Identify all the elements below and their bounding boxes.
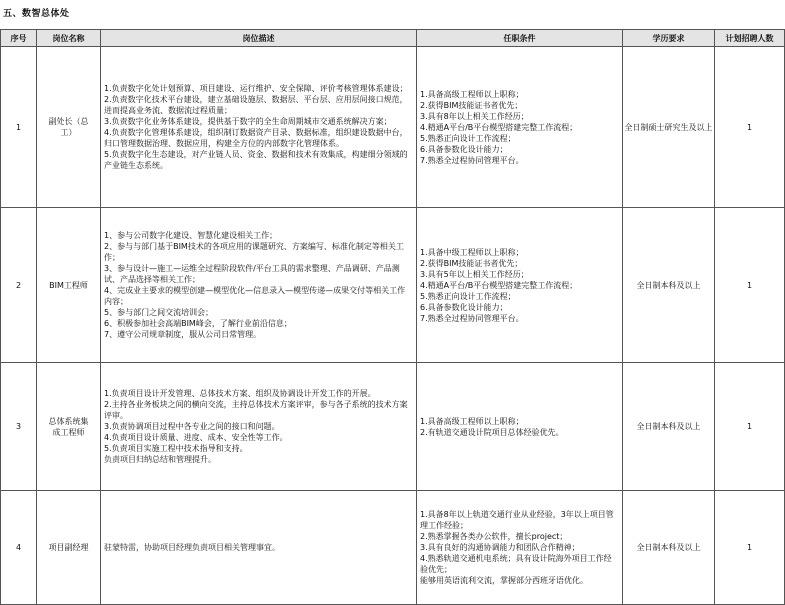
description-line: 4.负责项目设计质量、进度、成本、安全性等工作。 [104, 433, 288, 442]
cell-description [101, 491, 417, 605]
cell-requirements [417, 491, 623, 605]
requirement-line: 2.获得BIM技能证书者优先； [420, 258, 523, 268]
description-line: 2.主持各业务板块之间的横向交流，主持总体技术方案评审，参与各子系统的技术方案评审。 [104, 400, 408, 420]
cell-description [101, 208, 417, 363]
cell-no: 1 [1, 47, 37, 208]
position-name: 副处长（总工） [48, 117, 89, 137]
description-line: 1.负责数字化处计划预算、项目建设、运行维护、安全保障、评价考核管理体系建设； [104, 84, 408, 93]
description-line: 4、完成业主要求的模型创建—模型优化—信息录入—模型传递—成果交付等相关工作内容； [104, 286, 406, 306]
description-line: 驻蒙特雷，协助项目经理负责项目相关管理事宜。 [104, 543, 280, 552]
description-line: 1.负责项目设计开发管理、总体技术方案、组织及协调设计开发工作的开展。 [104, 389, 376, 398]
cell-education: 全日制硕士研究生及以上 [623, 47, 715, 208]
cell-education: 全日制本科及以上 [623, 363, 715, 491]
requirement-line: 4.熟悉轨道交通机电系统；具有设计院海外项目工作经验优先； [420, 554, 612, 574]
table-row [1, 491, 785, 605]
positions-table [0, 29, 785, 605]
header-position: 岗位名称 [37, 30, 101, 47]
requirement-line: 5.熟悉正向设计工作流程； [420, 133, 516, 143]
description-line: 3.负责数字化业务体系建设，提供基于数字的全生命周期城市交通系统解决方案； [104, 117, 392, 126]
requirement-line: 6.具备参数化设计能力； [420, 302, 508, 312]
cell-no: 2 [1, 208, 37, 363]
requirement-line: 3.具有8年以上相关工作经历； [420, 111, 529, 121]
table-header-row [1, 30, 785, 47]
requirement-line: 7.熟悉全过程协同管理平台。 [420, 155, 524, 165]
header-requirements: 任职条件 [417, 30, 623, 47]
cell-requirements [417, 208, 623, 363]
cell-description [101, 47, 417, 208]
header-headcount: 计划招聘人数 [715, 30, 785, 47]
requirement-line: 6.具备参数化设计能力； [420, 144, 508, 154]
cell-requirements [417, 363, 623, 491]
description-line: 2、参与与部门基于BIM技术的各项应用的课题研究、方案编写、标准化制定等相关工作； [104, 242, 404, 262]
cell-education: 全日制本科及以上 [623, 208, 715, 363]
description-line: 5.负责数字化生态建设，对产业链人员、资金、数据和技术有效集成，构建细分领域的产业链生态系统。 [104, 150, 408, 170]
table-row [1, 208, 785, 363]
description-line: 6、积极参加社会高端BIM峰会，了解行业前沿信息； [104, 319, 292, 328]
header-education: 学历要求 [623, 30, 715, 47]
header-description: 岗位描述 [101, 30, 417, 47]
position-name: 项目副经理 [48, 543, 89, 552]
requirement-line: 7.熟悉全过程协同管理平台。 [420, 313, 524, 323]
description-line: 2.负责数字化技术平台建设，建立基础设施层、数据层、平台层、应用层间接口规范，进而提高业务流、数据流过程质量； [104, 95, 408, 115]
requirement-line: 1.具备中级工程师以上职称； [420, 247, 524, 257]
header-no: 序号 [1, 30, 37, 47]
requirement-line: 5.熟悉正向设计工作流程； [420, 291, 516, 301]
description-line: 3.负责协调项目过程中各专业之间的接口和问题。 [104, 422, 280, 431]
requirement-line: 1.具备高级工程师以上职称； [420, 416, 524, 426]
position-name: 总体系统集成工程师 [48, 416, 89, 437]
requirement-line: 能够用英语流利交流，掌握部分西班牙语优化。 [420, 576, 588, 585]
description-line: 7、遵守公司规章制度，服从公司日常管理。 [104, 330, 262, 339]
cell-headcount: 1 [715, 47, 785, 208]
requirement-line: 2.熟悉掌握各类办公软件，擅长project； [420, 532, 568, 541]
description-line: 5、参与部门之间交流培训会； [104, 308, 214, 317]
position-name: BIM工程师 [49, 280, 88, 290]
description-line: 4.负责数字化管理体系建设，组织制订数据资产目录、数据标准，组织建设数据中台，归口管理数据治理、数据应用，构建全方位的内部数字化管理体系。 [104, 128, 408, 148]
description-line: 负责项目归纳总结和管理提升。 [104, 455, 216, 464]
cell-no: 4 [1, 491, 37, 605]
table-row [1, 47, 785, 208]
cell-position [37, 491, 101, 605]
requirement-line: 1.具备8年以上轨道交通行业从业经验，3年以上项目管理工作经验； [420, 510, 614, 530]
requirement-line: 1.具备高级工程师以上职称； [420, 89, 524, 99]
requirement-line: 4.精通A平台/B平台模型搭建完整工作流程； [420, 122, 578, 132]
cell-position [37, 208, 101, 363]
cell-description [101, 363, 417, 491]
cell-education: 全日制本科及以上 [623, 491, 715, 605]
requirement-line: 4.精通A平台/B平台模型搭建完整工作流程； [420, 280, 578, 290]
cell-headcount: 1 [715, 491, 785, 605]
cell-no: 3 [1, 363, 37, 491]
cell-headcount: 1 [715, 208, 785, 363]
cell-position [37, 363, 101, 491]
description-line: 5.负责项目实施工程中技术指导和支持。 [104, 444, 248, 453]
description-line: 3、参与设计—施工—运维全过程阶段软件/平台工具的需求整理、产品调研、产品测试、产品选择等相关工作； [104, 264, 400, 284]
section-title: 五、数智总体处 [3, 9, 70, 19]
cell-headcount: 1 [715, 363, 785, 491]
requirement-line: 3.具有良好的沟通协调能力和团队合作精神； [420, 543, 580, 552]
description-line: 1、参与公司数字化建设、智慧化建设相关工作； [104, 231, 278, 240]
table-row [1, 363, 785, 491]
requirement-line: 3.具有5年以上相关工作经历； [420, 269, 529, 279]
cell-position [37, 47, 101, 208]
requirement-line: 2.有轨道交通设计院项目总体经验优先。 [420, 427, 564, 437]
requirement-line: 2.获得BIM技能证书者优先； [420, 100, 523, 110]
cell-requirements [417, 47, 623, 208]
